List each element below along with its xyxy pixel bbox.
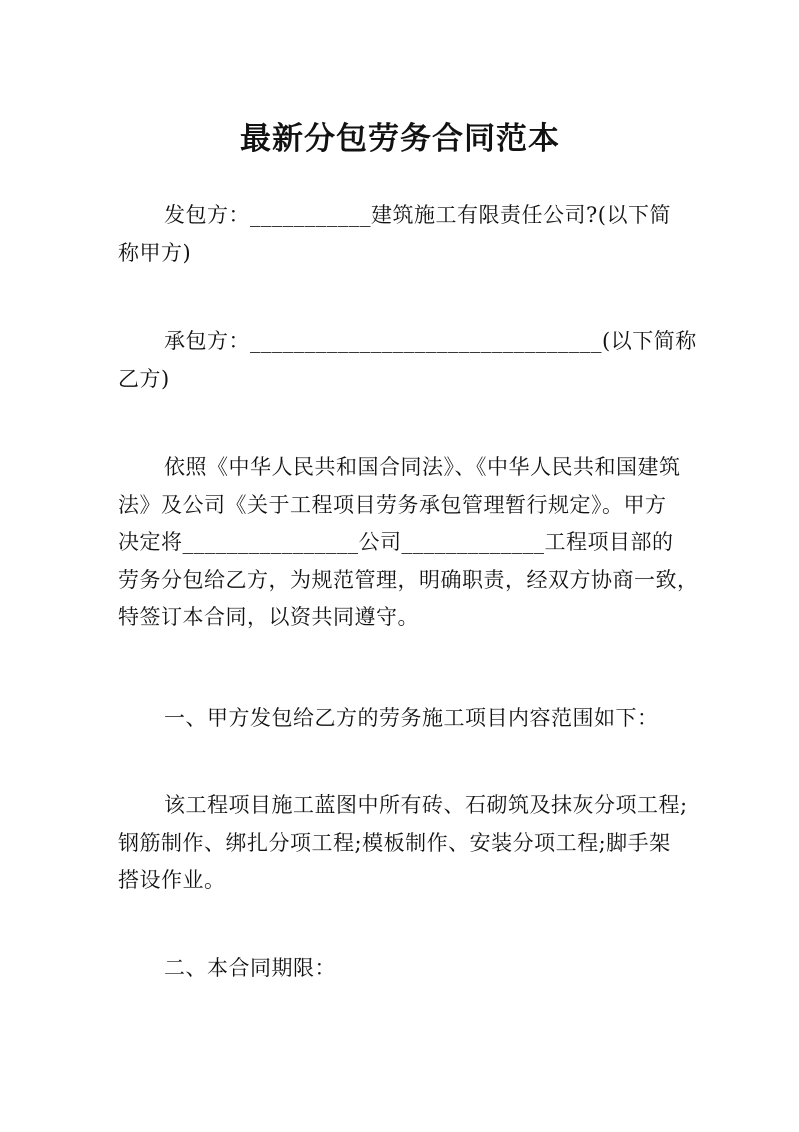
contractor-party-a-paragraph	[118, 197, 688, 272]
paragraph-line: 特签订本合同，以资共同遵守。	[118, 605, 419, 629]
legal-basis-paragraph	[118, 449, 699, 637]
paragraph-line: 乙方)	[118, 366, 170, 391]
subcontractor-party-b-paragraph	[118, 323, 697, 398]
paragraph-line: 该工程项目施工蓝图中所有砖、石砌筑及抹灰分项工程;	[164, 793, 688, 817]
paragraph-line: 依照《中华人民共和国合同法》、《中华人民共和国建筑	[164, 455, 681, 479]
paragraph-line: 法》及公司《关于工程项目劳务承包管理暂行规定》。甲方	[118, 492, 667, 517]
paragraph-line: 一、甲方发包给乙方的劳务施工项目内容范围如下：	[164, 706, 659, 730]
paragraph-line: 称甲方)	[118, 240, 192, 265]
paragraph-line: 发包方：___________建筑施工有限责任公司?(以下简	[164, 203, 671, 227]
paragraph-line: 二、本合同期限：	[164, 956, 336, 980]
paragraph-line: 钢筋制作、绑扎分项工程;模板制作、安装分项工程;脚手架	[118, 830, 671, 855]
section-one-heading	[118, 700, 688, 738]
paragraph-line: 劳务分包给乙方，为规范管理，明确职责，经双方协商一致，	[118, 567, 699, 592]
paragraph-line: 承包方：________________________________(以下简称	[164, 329, 697, 353]
scope-of-work-paragraph	[118, 787, 688, 900]
paragraph-line: 搭设作业。	[118, 868, 226, 892]
document-title: 最新分包劳务合同范本	[240, 120, 560, 157]
paragraph-line: 决定将________________公司_____________工程项目部的	[118, 530, 674, 554]
section-two-heading	[118, 950, 688, 988]
